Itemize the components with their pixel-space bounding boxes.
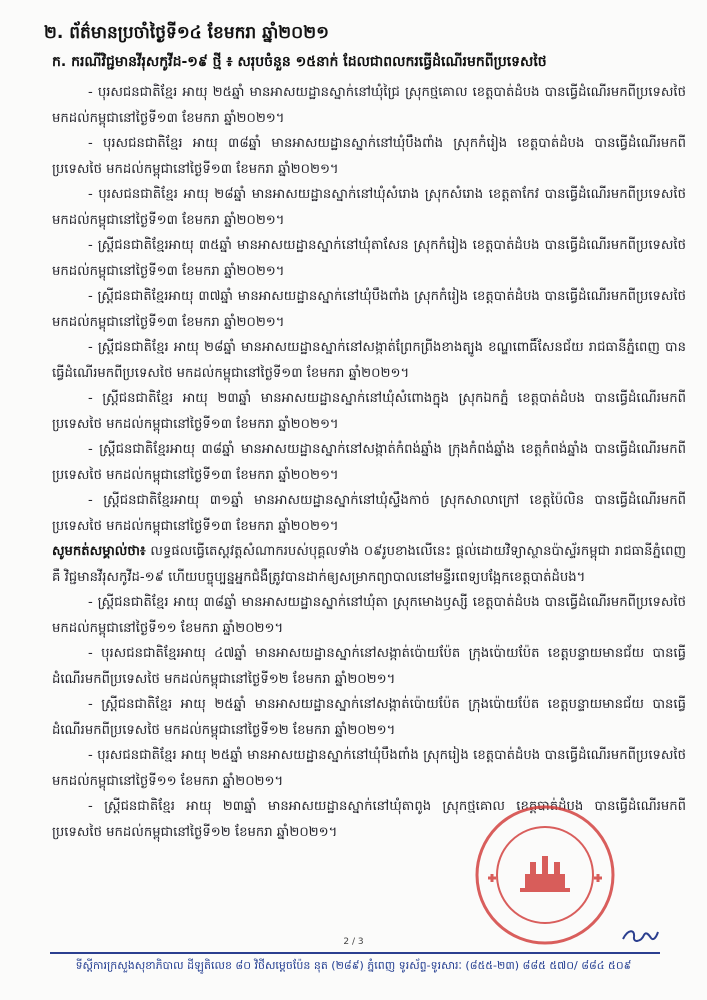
- case-entry: - បុរសជនជាតិខ្មែរ អាយុ ២៨ឆ្នាំ មានអាសយដ្ឋានស្នាក់នៅឃុំសំរោង ស្រុកសំរោង ខេត្តតាកែវ បានធ្វើដំណើរមកពីប្រទេសថៃ មកដល់កម្ពុជានៅថ្ងៃទី១៣ ខែមករា ឆ្នាំ២០២១។: [52, 187, 686, 228]
- section-subheading: ក. ករណីវិជ្ជមានវីរុសកូវីដ-១៩ ថ្មី ៖ សរុបចំនួន ១៥នាក់ ដែលជាពលករធ្វើដំណើរមកពីប្រទេសថៃ: [52, 54, 547, 70]
- note-paragraph: [52, 539, 686, 590]
- case-entry: - ស្ត្រីជនជាតិខ្មែរអាយុ ៣៥ឆ្នាំ មានអាសយដ្ឋានស្នាក់នៅឃុំតាសែន ស្រុកកំរៀង ខេត្តបាត់ដំបង បានធ្វើដំណើរមកពីប្រទេសថៃ មកដល់កម្ពុជានៅថ្ងៃទី១៣ ខែមករា ឆ្នាំ២០២១។: [52, 238, 686, 279]
- case-entry: - ស្ត្រីជនជាតិខ្មែរ អាយុ ២៥ឆ្នាំ មានអាសយដ្ឋានស្នាក់នៅសង្កាត់ប៉ោយប៉ែត ក្រុងប៉ោយប៉ែត ខេត្តបន្ទាយមានជ័យ បានធ្វើដំណើរមកពីប្រទេសថៃ មកដល់កម្ពុជានៅថ្ងៃទី១២ ខែមករា ឆ្នាំ២០២១។: [52, 697, 686, 738]
- case-entry: - បុរសជនជាតិខ្មែរ អាយុ ២៥ឆ្នាំ មានអាសយដ្ឋានស្នាក់នៅឃុំបឹងពាំង ស្រុករៀង ខេត្តបាត់ដំបង បានធ្វើដំណើរមកពីប្រទេសថៃ មកដល់កម្ពុជានៅថ្ងៃទី១១ ខែមករា ឆ្នាំ២០២១។: [52, 748, 686, 789]
- footer-address: ទីស្តីការក្រសួងសុខាភិបាល ដីឡូតិលេខ ៨០ វិថីសម្តេចប៉ែន នុត (២៨៩) ភ្នំពេញ ទូរស័ព្ទ-ទូរសារៈ (៨៥៥-២៣) ៨៨៥ ៥៧០/ ៨៨៤ ៥០៩: [75, 959, 632, 972]
- case-entry: - ស្ត្រីជនជាតិខ្មែរ អាយុ ២៨ឆ្នាំ មានអាសយដ្ឋានស្នាក់នៅសង្កាត់ព្រែកព្រីងខាងត្បូង ខណ្ឌពោធិ៍សែនជ័យ រាជធានីភ្នំពេញ បានធ្វើដំណើរមកពីប្រទេសថៃ មកដល់កម្ពុជានៅថ្ងៃទី១៣ ខែមករា ឆ្នាំ២០២១។: [52, 340, 686, 381]
- page-number: 2 / 3: [343, 937, 364, 947]
- official-seal-icon: [470, 800, 620, 950]
- case-entry: - ស្ត្រីជនជាតិខ្មែរអាយុ ៣៧ឆ្នាំ មានអាសយដ្ឋានស្នាក់នៅឃុំបឹងពាំង ស្រុកកំរៀង ខេត្តបាត់ដំបង បានធ្វើដំណើរមកពីប្រទេសថៃ មកដល់កម្ពុជានៅថ្ងៃទី១៣ ខែមករា ឆ្នាំ២០២១។: [52, 289, 686, 330]
- case-entry: - ស្ត្រីជនជាតិខ្មែរ អាយុ ៣៨ឆ្នាំ មានអាសយដ្ឋានស្នាក់នៅឃុំតា ស្រុកមោងឫស្សី ខេត្តបាត់ដំបង បានធ្វើដំណើរមកពីប្រទេសថៃ មកដល់កម្ពុជានៅថ្ងៃទី១១ ខែមករា ឆ្នាំ២០២១។: [52, 595, 686, 636]
- footer-divider: [50, 952, 660, 954]
- case-entry: - បុរសជនជាតិខ្មែរអាយុ ៤៧ឆ្នាំ មានអាសយដ្ឋានស្នាក់នៅសង្កាត់ប៉ោយប៉ែត ក្រុងប៉ោយប៉ែត ខេត្តបន្ទាយមានជ័យ បានធ្វើដំណើរមកពីប្រទេសថៃ មកដល់កម្ពុជានៅថ្ងៃទី១២ ខែមករា ឆ្នាំ២០២១។: [52, 646, 686, 687]
- case-entry: - ស្ត្រីជនជាតិខ្មែរអាយុ ៣១ឆ្នាំ មានអាសយដ្ឋានស្នាក់នៅឃុំស្ទឹងកាច់ ស្រុកសាលាក្រៅ ខេត្តប៉ៃលិន បានធ្វើដំណើរមកពីប្រទេសថៃ មកដល់កម្ពុជានៅថ្ងៃទី១៣ ខែមករា ឆ្នាំ២០២១។: [52, 493, 686, 534]
- note-lead: សូមកត់សម្គាល់ថា៖: [52, 544, 146, 559]
- case-list: [52, 80, 686, 845]
- case-entry: - បុរសជនជាតិខ្មែរ អាយុ ៣៨ឆ្នាំ មានអាសយដ្ឋានស្នាក់នៅឃុំបឹងពាំង ស្រុកកំរៀង ខេត្តបាត់ដំបង បានធ្វើដំណើរមកពីប្រទេសថៃ មកដល់កម្ពុជានៅថ្ងៃទី១៣ ខែមករា ឆ្នាំ២០២១។: [52, 136, 686, 177]
- case-entry: - បុរសជនជាតិខ្មែរ អាយុ ២៥ឆ្នាំ មានអាសយដ្ឋានស្នាក់នៅឃុំជ្រៃ ស្រុកថ្មគោល ខេត្តបាត់ដំបង បានធ្វើដំណើរមកពីប្រទេសថៃ មកដល់កម្ពុជានៅថ្ងៃទី១៣ ខែមករា ឆ្នាំ២០២១។: [52, 85, 686, 126]
- case-entry: - ស្ត្រីជនជាតិខ្មែរ អាយុ ២៣ឆ្នាំ មានអាសយដ្ឋានស្នាក់នៅឃុំតាពូង ស្រុកថ្មគោល ខេត្តបាត់ដំបង បានធ្វើដំណើរមកពីប្រទេសថៃ មកដល់កម្ពុជានៅថ្ងៃទី១២ ខែមករា ឆ្នាំ២០២១។: [52, 799, 686, 840]
- case-entry: - ស្ត្រីជនជាតិខ្មែរ អាយុ ២៣ឆ្នាំ មានអាសយដ្ឋានស្នាក់នៅឃុំសំពោងក្នុង ស្រុកឯកភ្នំ ខេត្តបាត់ដំបង បានធ្វើដំណើរមកពីប្រទេសថៃ មកដល់កម្ពុជានៅថ្ងៃទី១៣ ខែមករា ឆ្នាំ២០២១។: [52, 391, 686, 432]
- page-heading: ២. ព័ត៌មានប្រចាំថ្ងៃទី១៤ ខែមករា ឆ្នាំ២០២១: [44, 23, 329, 43]
- case-entry: - ស្ត្រីជនជាតិខ្មែរអាយុ ៣៨ឆ្នាំ មានអាសយដ្ឋានស្នាក់នៅសង្កាត់កំពង់ឆ្នាំង ក្រុងកំពង់ឆ្នាំង ខេត្តកំពង់ឆ្នាំង បានធ្វើដំណើរមកពីប្រទេសថៃ មកដល់កម្ពុជានៅថ្ងៃទី១៣ ខែមករា ឆ្នាំ២០២១។: [52, 442, 686, 483]
- note-body: លទ្ធផលធ្វើតេស្តវត្តសំណាករបស់បុគ្គលទាំង ០៩រូបខាងលើនេះ ផ្តល់ដោយវិទ្យាស្ថានប៉ាស្ទ័រកម្ពុជា រាជធានីភ្នំពេញ គឺ វិជ្ជមានវីរុសកូវីដ-១៩ ហើយបច្ចុប្បន្នអ្នកជំងឺត្រូវបានដាក់ឲ្យសម្រាកព្យាបាលនៅមន្ទីរពេទ្យបង្អែកខេត្តបាត់ដំបង។: [52, 544, 686, 585]
